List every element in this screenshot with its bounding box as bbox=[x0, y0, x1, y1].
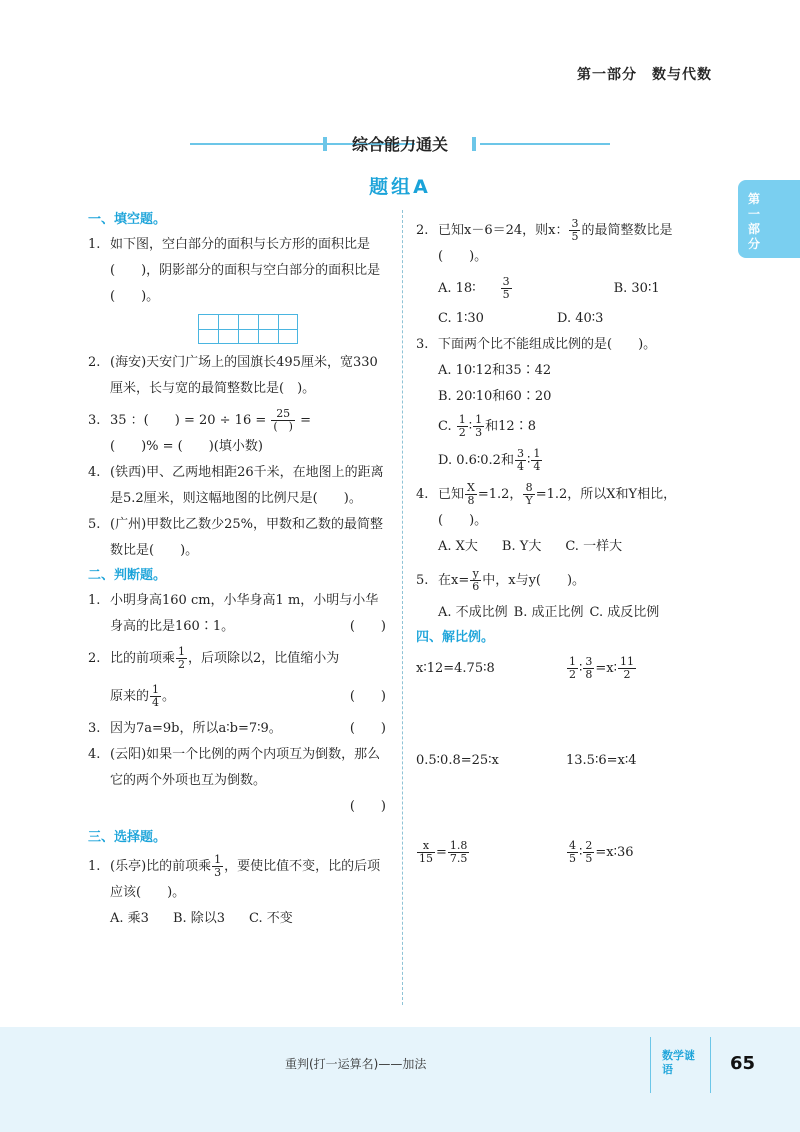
option-c[interactable]: C. 1∶30 bbox=[438, 311, 484, 326]
fraction-numerator: 1 bbox=[178, 645, 186, 658]
banner-bar-left bbox=[323, 137, 327, 151]
fraction bbox=[212, 854, 223, 879]
fraction-numerator: 25 bbox=[271, 408, 295, 421]
question-text: 如下图，空白部分的面积与长方形的面积比是( )，阴影部分的面积与空白部分的面积比是( )。 bbox=[110, 237, 381, 304]
fraction-denominator: 2 bbox=[623, 668, 631, 681]
fraction bbox=[150, 684, 161, 709]
question-text: 已知x－6＝24，则x： bbox=[438, 223, 569, 238]
fraction bbox=[448, 840, 470, 865]
option-text: A. 18∶ bbox=[438, 281, 476, 296]
side-tab-label: 第一部分 bbox=[748, 192, 761, 251]
answer-bracket[interactable]: ( ) bbox=[349, 689, 386, 704]
question-text: (云阳)如果一个比例的两个内项互为倒数，那么它的两个外项也互为倒数。 bbox=[110, 747, 381, 788]
question-3-2 bbox=[416, 218, 721, 332]
question-text: ，后项除以2，比值缩小为 bbox=[188, 651, 340, 666]
fraction-denominator: 5 bbox=[585, 852, 593, 865]
option-c[interactable]: C. $\frac{1}{2}$ ∶ $\frac{1}{3}$ 和12∶8 bbox=[438, 413, 536, 439]
option-b[interactable]: B. 20∶10和60∶20 bbox=[438, 389, 552, 404]
proportion-item: $\frac{1}{2}$ ∶ $\frac{3}{8}$ =x∶ $\frac{11}{2}$ bbox=[569, 655, 634, 681]
fraction-denominator: 2 bbox=[458, 426, 466, 439]
proportion-row bbox=[416, 840, 721, 932]
fraction-denominator: 4 bbox=[516, 460, 524, 473]
proportion-text: =x∶ bbox=[595, 661, 617, 676]
question-text: (海安)天安门广场上的国旗长495厘米，宽330厘米，长与宽的最简整数比是( )。 bbox=[110, 355, 378, 396]
question-text: (铁西)甲、乙两地相距26千米，在地图上的距离是5.2厘米，则这幅地图的比例尺是( )。 bbox=[110, 465, 384, 506]
question-text: ，要使比值不变，比的后项应该( )。 bbox=[110, 859, 381, 900]
answer-bracket[interactable]: ( ) bbox=[349, 799, 386, 814]
fraction-denominator: 7.5 bbox=[449, 852, 468, 865]
question-3-3 bbox=[416, 332, 721, 474]
question-3-1 bbox=[88, 854, 390, 932]
question-number: 1. bbox=[88, 859, 101, 874]
fraction bbox=[567, 656, 578, 681]
option-b[interactable]: B. Y大 bbox=[501, 539, 542, 554]
fraction bbox=[523, 482, 534, 507]
footer-divider bbox=[710, 1037, 711, 1093]
fraction-denominator: 3 bbox=[214, 866, 222, 879]
fraction-numerator: 3 bbox=[502, 275, 510, 288]
question-text: (乐亭)比的前项乘 bbox=[110, 859, 212, 874]
question-text: 比的前项乘 bbox=[110, 651, 176, 666]
fraction-numerator: 1 bbox=[458, 413, 466, 426]
option-a[interactable] bbox=[438, 276, 560, 302]
fraction-numerator: 1.8 bbox=[449, 839, 468, 852]
fraction bbox=[271, 408, 295, 433]
fraction-denominator: 3 bbox=[475, 426, 483, 439]
question-text: =1.2，所以X和Y相比，( )。 bbox=[438, 487, 677, 528]
option-d[interactable]: D. 40∶3 bbox=[557, 311, 604, 326]
question-text: 已知 bbox=[438, 487, 465, 502]
proportion-text: =x∶36 bbox=[595, 845, 634, 860]
question-2-2 bbox=[88, 646, 390, 710]
question-2-3 bbox=[88, 716, 390, 742]
fraction bbox=[473, 414, 484, 439]
question-text: 原来的 bbox=[110, 689, 150, 704]
fraction-denominator: 5 bbox=[502, 288, 510, 301]
question-1-3 bbox=[88, 408, 390, 460]
fraction-numerator: 2 bbox=[585, 839, 593, 852]
question-1-1 bbox=[88, 232, 390, 310]
proportion-item: $\frac{x}{15}$ = $\frac{1.8}{7.5}$ bbox=[419, 839, 468, 865]
answer-bracket[interactable]: ( ) bbox=[349, 619, 386, 634]
question-text: =1.2， bbox=[477, 487, 523, 502]
option-b[interactable]: B. 成正比例 bbox=[513, 605, 584, 620]
answer-bracket[interactable]: ( ) bbox=[349, 721, 386, 736]
question-3-4 bbox=[416, 482, 721, 560]
fraction-numerator: 1 bbox=[533, 447, 541, 460]
question-text: 中，x与y( )。 bbox=[482, 573, 586, 588]
banner-bar-right bbox=[472, 137, 476, 151]
fraction bbox=[515, 448, 526, 473]
fraction-numerator: x bbox=[417, 840, 435, 853]
section-choice: 三、选择题。 bbox=[88, 830, 167, 845]
section-banner bbox=[95, 132, 705, 156]
fraction-denominator: 4 bbox=[152, 696, 160, 709]
fraction bbox=[417, 840, 435, 865]
fraction-numerator: 1 bbox=[475, 413, 483, 426]
fraction-numerator: 11 bbox=[620, 655, 634, 668]
option-text: C. bbox=[438, 419, 452, 434]
fraction-denominator: 6 bbox=[472, 580, 480, 593]
fraction bbox=[465, 482, 477, 507]
section-judge: 二、判断题。 bbox=[88, 568, 167, 583]
fraction bbox=[457, 414, 468, 439]
fraction bbox=[569, 218, 580, 243]
question-1-4 bbox=[88, 460, 390, 512]
option-b[interactable]: B. 30∶1 bbox=[613, 281, 660, 296]
question-text: 。 bbox=[162, 689, 176, 704]
fraction-denominator: 4 bbox=[533, 460, 541, 473]
option-c[interactable]: C. 不变 bbox=[249, 911, 293, 926]
question-number: 3. bbox=[416, 337, 429, 352]
section-title: 综合能力通关 bbox=[351, 135, 448, 154]
question-number: 5. bbox=[88, 517, 101, 532]
footer-divider bbox=[650, 1037, 651, 1093]
section-fill-blank: 一、填空题。 bbox=[88, 212, 167, 227]
question-text: (广州)甲数比乙数少25%，甲数和乙数的最简整数比是( )。 bbox=[110, 517, 384, 558]
fraction-denominator: 2 bbox=[569, 668, 576, 681]
option-b[interactable]: B. 除以3 bbox=[172, 911, 226, 926]
option-c[interactable]: C. 一样大 bbox=[565, 539, 623, 554]
question-number: 3. bbox=[88, 413, 101, 428]
option-d[interactable]: D. 0.6∶0.2和 $\frac{3}{4}$ ∶ $\frac{1}{4}$ bbox=[438, 447, 541, 473]
question-text: 在x= bbox=[438, 573, 470, 588]
question-number: 4. bbox=[88, 465, 101, 480]
proportion-item: 13.5∶6=x∶4 bbox=[566, 753, 637, 768]
question-number: 4. bbox=[416, 487, 429, 502]
fraction-numerator: 3 bbox=[516, 447, 524, 460]
rectangle-figure bbox=[198, 314, 298, 344]
fraction-numerator: 8 bbox=[523, 482, 534, 495]
question-number: 3. bbox=[88, 721, 101, 736]
left-column bbox=[88, 208, 390, 932]
question-1-2 bbox=[88, 350, 390, 402]
option-text: D. 0.6∶0.2和 bbox=[438, 453, 514, 468]
option-a[interactable]: A. 10∶12和35∶42 bbox=[438, 363, 552, 378]
question-2-1 bbox=[88, 588, 390, 640]
fraction-numerator: y bbox=[470, 568, 481, 581]
section-solve-proportion: 四、解比例。 bbox=[416, 630, 495, 645]
footer-tag: 数学谜语 bbox=[662, 1049, 695, 1076]
proportion-item: 0.5∶0.8=25∶x bbox=[416, 753, 499, 768]
fraction-denominator: 5 bbox=[571, 230, 579, 243]
fraction bbox=[531, 448, 542, 473]
question-3-5 bbox=[416, 568, 721, 626]
option-text: 和12∶8 bbox=[485, 419, 536, 434]
fraction-numerator: 1 bbox=[214, 853, 222, 866]
fraction-numerator: 3 bbox=[571, 217, 579, 230]
fraction-denominator: 8 bbox=[585, 668, 593, 681]
proportion-row bbox=[416, 656, 721, 748]
fraction bbox=[583, 840, 594, 865]
side-tab bbox=[738, 180, 800, 258]
question-2-4 bbox=[88, 742, 390, 820]
option-a[interactable]: A. 不成比例 bbox=[438, 605, 508, 620]
fraction-denominator: Y bbox=[525, 494, 533, 507]
question-text: 的最简整数比是( )。 bbox=[438, 223, 673, 264]
question-text: 下面两个比不能组成比例的是( )。 bbox=[438, 337, 657, 352]
question-number: 5. bbox=[416, 573, 429, 588]
footer-riddle: 重判(打一运算名)——加法 bbox=[285, 1057, 427, 1071]
fraction-denominator: ( ) bbox=[273, 420, 293, 433]
question-text: 因为7a=9b，所以a∶b=7∶9。 bbox=[110, 721, 282, 736]
banner-line-right bbox=[480, 143, 610, 145]
proportion-item: x∶12=4.75∶8 bbox=[416, 661, 495, 676]
fraction-numerator: 3 bbox=[585, 655, 593, 668]
question-text: ( )% = ( )(填小数) bbox=[110, 439, 263, 454]
question-number: 1. bbox=[88, 237, 101, 252]
proportion-row bbox=[416, 748, 721, 840]
fraction bbox=[567, 840, 578, 865]
footer bbox=[0, 1027, 800, 1132]
fraction bbox=[583, 656, 594, 681]
proportion-item: $\frac{4}{5}$ ∶ $\frac{2}{5}$ =x∶36 bbox=[569, 839, 634, 865]
question-number: 2. bbox=[88, 651, 101, 666]
option-c[interactable]: C. 成反比例 bbox=[589, 605, 660, 620]
fraction-numerator: X bbox=[467, 481, 475, 494]
question-number: 4. bbox=[88, 747, 101, 762]
fraction-denominator: 15 bbox=[419, 852, 433, 865]
fraction-numerator: 4 bbox=[569, 839, 576, 852]
fraction-denominator: 2 bbox=[178, 658, 186, 671]
question-text: = bbox=[300, 413, 312, 428]
fraction-numerator: 1 bbox=[152, 683, 160, 696]
question-number: 2. bbox=[88, 355, 101, 370]
question-text: 小明身高160 cm，小华身高1 m，小明与小华身高的比是160∶1。 bbox=[110, 593, 379, 634]
fraction bbox=[501, 276, 536, 301]
option-a[interactable]: A. 乘3 bbox=[110, 911, 149, 926]
column-divider bbox=[402, 210, 403, 1005]
part-title: 第一部分 数与代数 bbox=[577, 67, 712, 83]
right-column bbox=[416, 208, 721, 932]
fraction bbox=[470, 568, 481, 593]
fraction-denominator: 8 bbox=[467, 494, 475, 507]
fraction bbox=[176, 646, 187, 671]
question-1-5 bbox=[88, 512, 390, 564]
question-number: 2. bbox=[416, 223, 429, 238]
fraction-numerator: 1 bbox=[569, 655, 576, 668]
options bbox=[110, 906, 390, 932]
question-number: 1. bbox=[88, 593, 101, 608]
group-title: 题组A bbox=[369, 176, 431, 198]
fraction-denominator: 5 bbox=[569, 852, 576, 865]
page-number: 65 bbox=[730, 1053, 756, 1074]
fraction bbox=[618, 656, 636, 681]
question-text: 35 ：( ) = 20 ÷ 16 = bbox=[110, 413, 267, 428]
option-a[interactable]: A. X大 bbox=[438, 539, 478, 554]
